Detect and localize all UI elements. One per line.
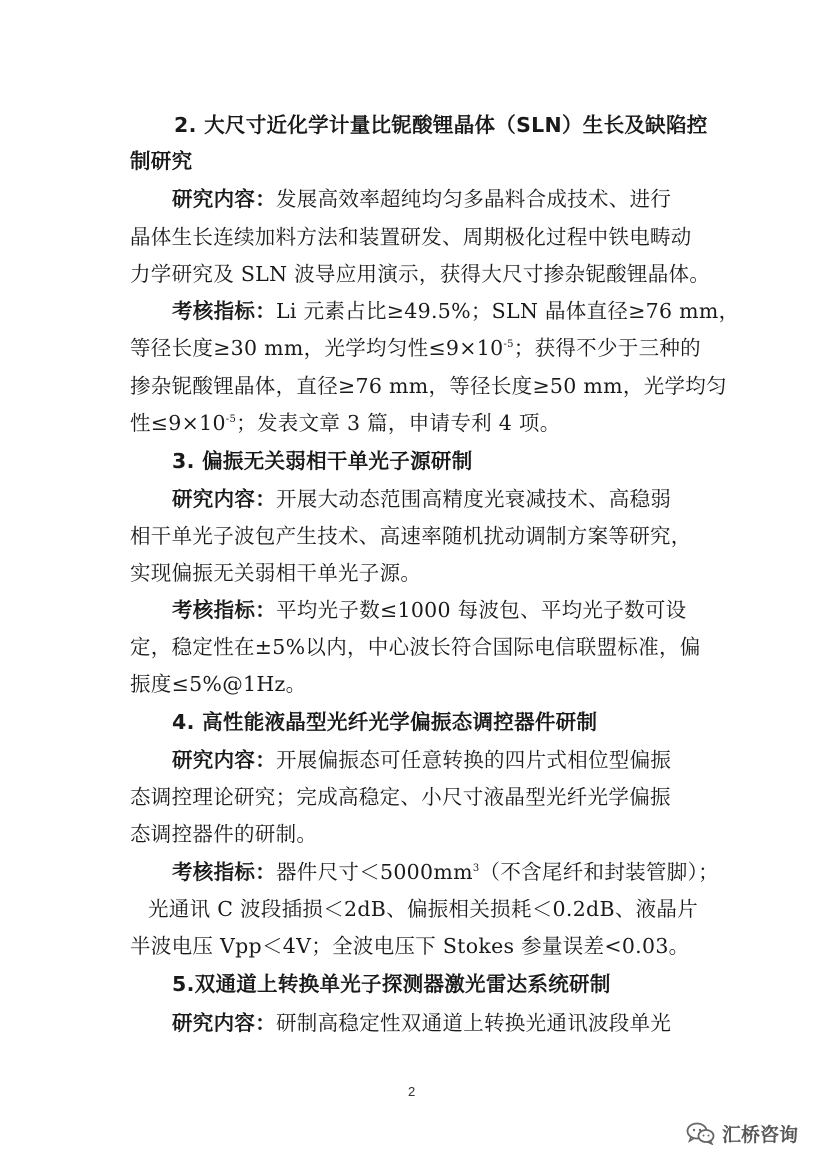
- section-3-metric-line3: 振度≤5%@1Hz。: [130, 672, 307, 696]
- metric-label: 考核指标：: [172, 598, 276, 622]
- section-3-metric-line2: 定，稳定性在±5%以内，中心波长符合国际电信联盟标准，偏: [130, 635, 701, 659]
- content-label: 研究内容：: [172, 748, 276, 772]
- section-4-content-line2: 态调控理论研究；完成高稳定、小尺寸液晶型光纤光学偏振: [130, 785, 671, 809]
- section-3-content-line1: 研究内容：开展大动态范围高精度光衰减技术、高稳弱: [172, 487, 672, 511]
- content-label: 研究内容：: [172, 1011, 276, 1035]
- section-3-content-line3: 实现偏振无关弱相干单光子源。: [130, 561, 422, 585]
- exponent: -5: [503, 339, 514, 351]
- section-3-metric-line1: 考核指标：平均光子数≤1000 每波包、平均光子数可设: [172, 598, 687, 622]
- content-label: 研究内容：: [172, 487, 276, 511]
- section-2-title-line2: 制研究: [130, 149, 193, 173]
- section-4-metric-line2: 光通讯 C 波段插损＜2dB、偏振相关损耗＜0.2dB、液晶片: [148, 897, 699, 921]
- section-4-title: 4. 高性能液晶型光纤光学偏振态调控器件研制: [172, 710, 598, 734]
- section-2-metric-line1: 考核指标：Li 元素占比≥49.5%；SLN 晶体直径≥76 mm，: [172, 299, 740, 323]
- section-2-metric-line3: 掺杂铌酸锂晶体，直径≥76 mm，等径长度≥50 mm，光学均匀: [130, 374, 727, 398]
- section-3-content-line2: 相干单光子波包产生技术、高速率随机扰动调制方案等研究，: [130, 524, 692, 548]
- section-2-content-line3: 力学研究及 SLN 波导应用演示，获得大尺寸掺杂铌酸锂晶体。: [130, 262, 711, 286]
- exponent: 3: [472, 863, 480, 875]
- section-4-content-line3: 态调控器件的研制。: [130, 822, 318, 846]
- section-2-metric-line4: 性$\le 9\times 10^{-5}$；发表文章 3 篇，申请专利 4 项。: [130, 411, 561, 435]
- page-number: 2: [408, 1084, 416, 1099]
- section-5-title: 5.双通道上转换单光子探测器激光雷达系统研制: [172, 972, 611, 996]
- section-4-metric-line3: 半波电压 Vpp＜4V；全波电压下 Stokes 参量误差<0.03。: [130, 934, 690, 958]
- content-label: 研究内容：: [172, 187, 276, 211]
- section-2-title-line1: 2. 大尺寸近化学计量比铌酸锂晶体（SLN）生长及缺陷控: [174, 113, 708, 137]
- wechat-icon: [686, 1121, 716, 1145]
- exponent: -5: [225, 414, 237, 426]
- section-2-content-line1: 研究内容：发展高效率超纯均匀多晶料合成技术、进行: [172, 187, 672, 211]
- section-4-content-line1: 研究内容：开展偏振态可任意转换的四片式相位型偏振: [172, 748, 672, 772]
- section-2-metric-line2: 等径长度≥30 mm，光学均匀性$\le 9\times 10^{-5}$；获得不少于三种的: [130, 336, 701, 360]
- section-4-metric-line1: 考核指标：器件尺寸$<5000mm^3$（不含尾纤和封装管脚）；: [172, 860, 719, 884]
- metric-label: 考核指标：: [172, 299, 276, 323]
- section-3-title: 3. 偏振无关弱相干单光子源研制: [172, 449, 473, 473]
- watermark-text: 汇桥咨询: [722, 1123, 799, 1146]
- watermark: [686, 1120, 798, 1146]
- section-5-content-line1: 研究内容：研制高稳定性双通道上转换光通讯波段单光: [172, 1011, 672, 1035]
- metric-label: 考核指标：: [172, 860, 276, 884]
- section-2-content-line2: 晶体生长连续加料方法和装置研发、周期极化过程中铁电畴动: [130, 225, 692, 249]
